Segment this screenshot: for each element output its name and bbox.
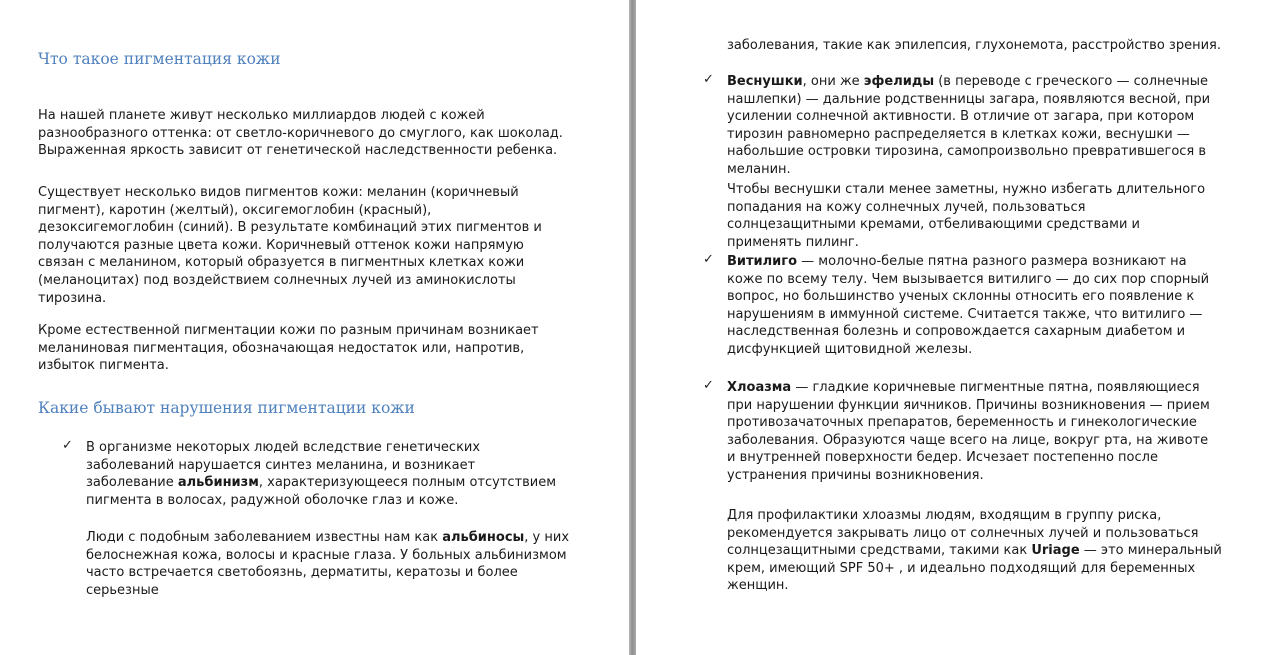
heading-pigmentation-disorders: Какие бывают нарушения пигментации кожи [38,399,415,417]
page-right [636,0,1269,655]
paragraph-intro: На нашей планете живут несколько миллиардов людей с кожей разнообразного оттенка: от светло-коричневого до смуглого, как шоколад. Выраженная яркость зависит от генетической наследственности ребенка. [38,108,563,159]
paragraph-albinos: Люди с подобным заболеванием известны нам как альбиносы, у них белоснежная кожа, волосы и красные глаза. У больных альбинизмом часто встречается светобоязнь, дерматиты, кератозы и более серьезные [86,530,570,598]
check-mark-icon: ✓ [703,378,714,393]
paragraph-melanin-pigmentation: Кроме естественной пигментации кожи по разным причинам возникает меланиновая пигментация, обозначающая недостаток или, напротив, избыток пигмента. [38,323,539,374]
check-mark-icon: ✓ [703,72,714,87]
check-mark-icon: ✓ [62,438,73,453]
paragraph-pigment-types: Существует несколько видов пигментов кожи: меланин (коричневый пигмент), каротин (желтый), оксигемоглобин (красный), дезоксигемоглобин (синий). В результате комбинаций этих пигментов и получаются разные цвета кожи. Коричневый оттенок кожи напрямую связан с меланином, который образуется в пигментных клетках кожи (меланоцитах) под воздействием солнечных лучей из аминокислоты тирозина. [38,185,542,306]
page-left [0,0,629,655]
paragraph-freckles-advice: Чтобы веснушки стали менее заметны, нужно избегать длительного попадания на кожу солнечных лучей, пользоваться солнцезащитными кремами, отбеливающими средствами и применять пилинг. [727,182,1206,250]
check-mark-icon: ✓ [703,252,714,267]
list-item-vitiligo: Витилиго — молочно-белые пятна разного размера возникают на коже по всему телу. Чем вызывается витилиго — до сих пор спорный вопрос, но большинство ученых склонны относить его появление к нарушениям в иммунной системе. Считается также, что витилиго — наследственная болезнь и сопровождается сахарным диабетом и дисфункцией щитовидной железы. [727,254,1210,357]
page-gutter [629,0,636,655]
paragraph-continuation: заболевания, такие как эпилепсия, глухонемота, расстройство зрения. [727,38,1221,53]
heading-what-is-pigmentation: Что такое пигментация кожи [38,50,281,68]
list-item-freckles: Веснушки, они же эфелиды (в переводе с греческого — солнечные нашлепки) — дальние родственницы загара, появляются весной, при усилении солнечной активности. В отличие от загара, при котором тирозин равномерно распределяется в клетках кожи, веснушки — набольшие островки тирозина, самопроизвольно превратившегося в меланин. [727,74,1211,177]
paragraph-chloasma-prevention: Для профилактики хлоазмы людям, входящим в группу риска, рекомендуется закрывать лицо от солнечных лучей и пользоваться солнцезащитными средствами, такими как Uriage — это минеральный крем, имеющий SPF 50+ , и идеально подходящий для беременных женщин. [727,508,1222,594]
list-item-chloasma: Хлоазма — гладкие коричневые пигментные пятна, появляющиеся при нарушении функции яичников. Причины возникновения — прием противозачаточных препаратов, беременность и гинекологические заболевания. Образуются чаще всего на лице, вокруг рта, на животе и внутренней поверхности бедер. Исчезает постепенно после устранения причины возникновения. [727,380,1210,483]
list-item-albinism: В организме некоторых людей вследствие генетических заболеваний нарушается синтез меланина, и возникает заболевание альбинизм, характеризующееся полным отсутствием пигмента в волосах, радужной оболочке глаз и коже. [86,440,557,508]
